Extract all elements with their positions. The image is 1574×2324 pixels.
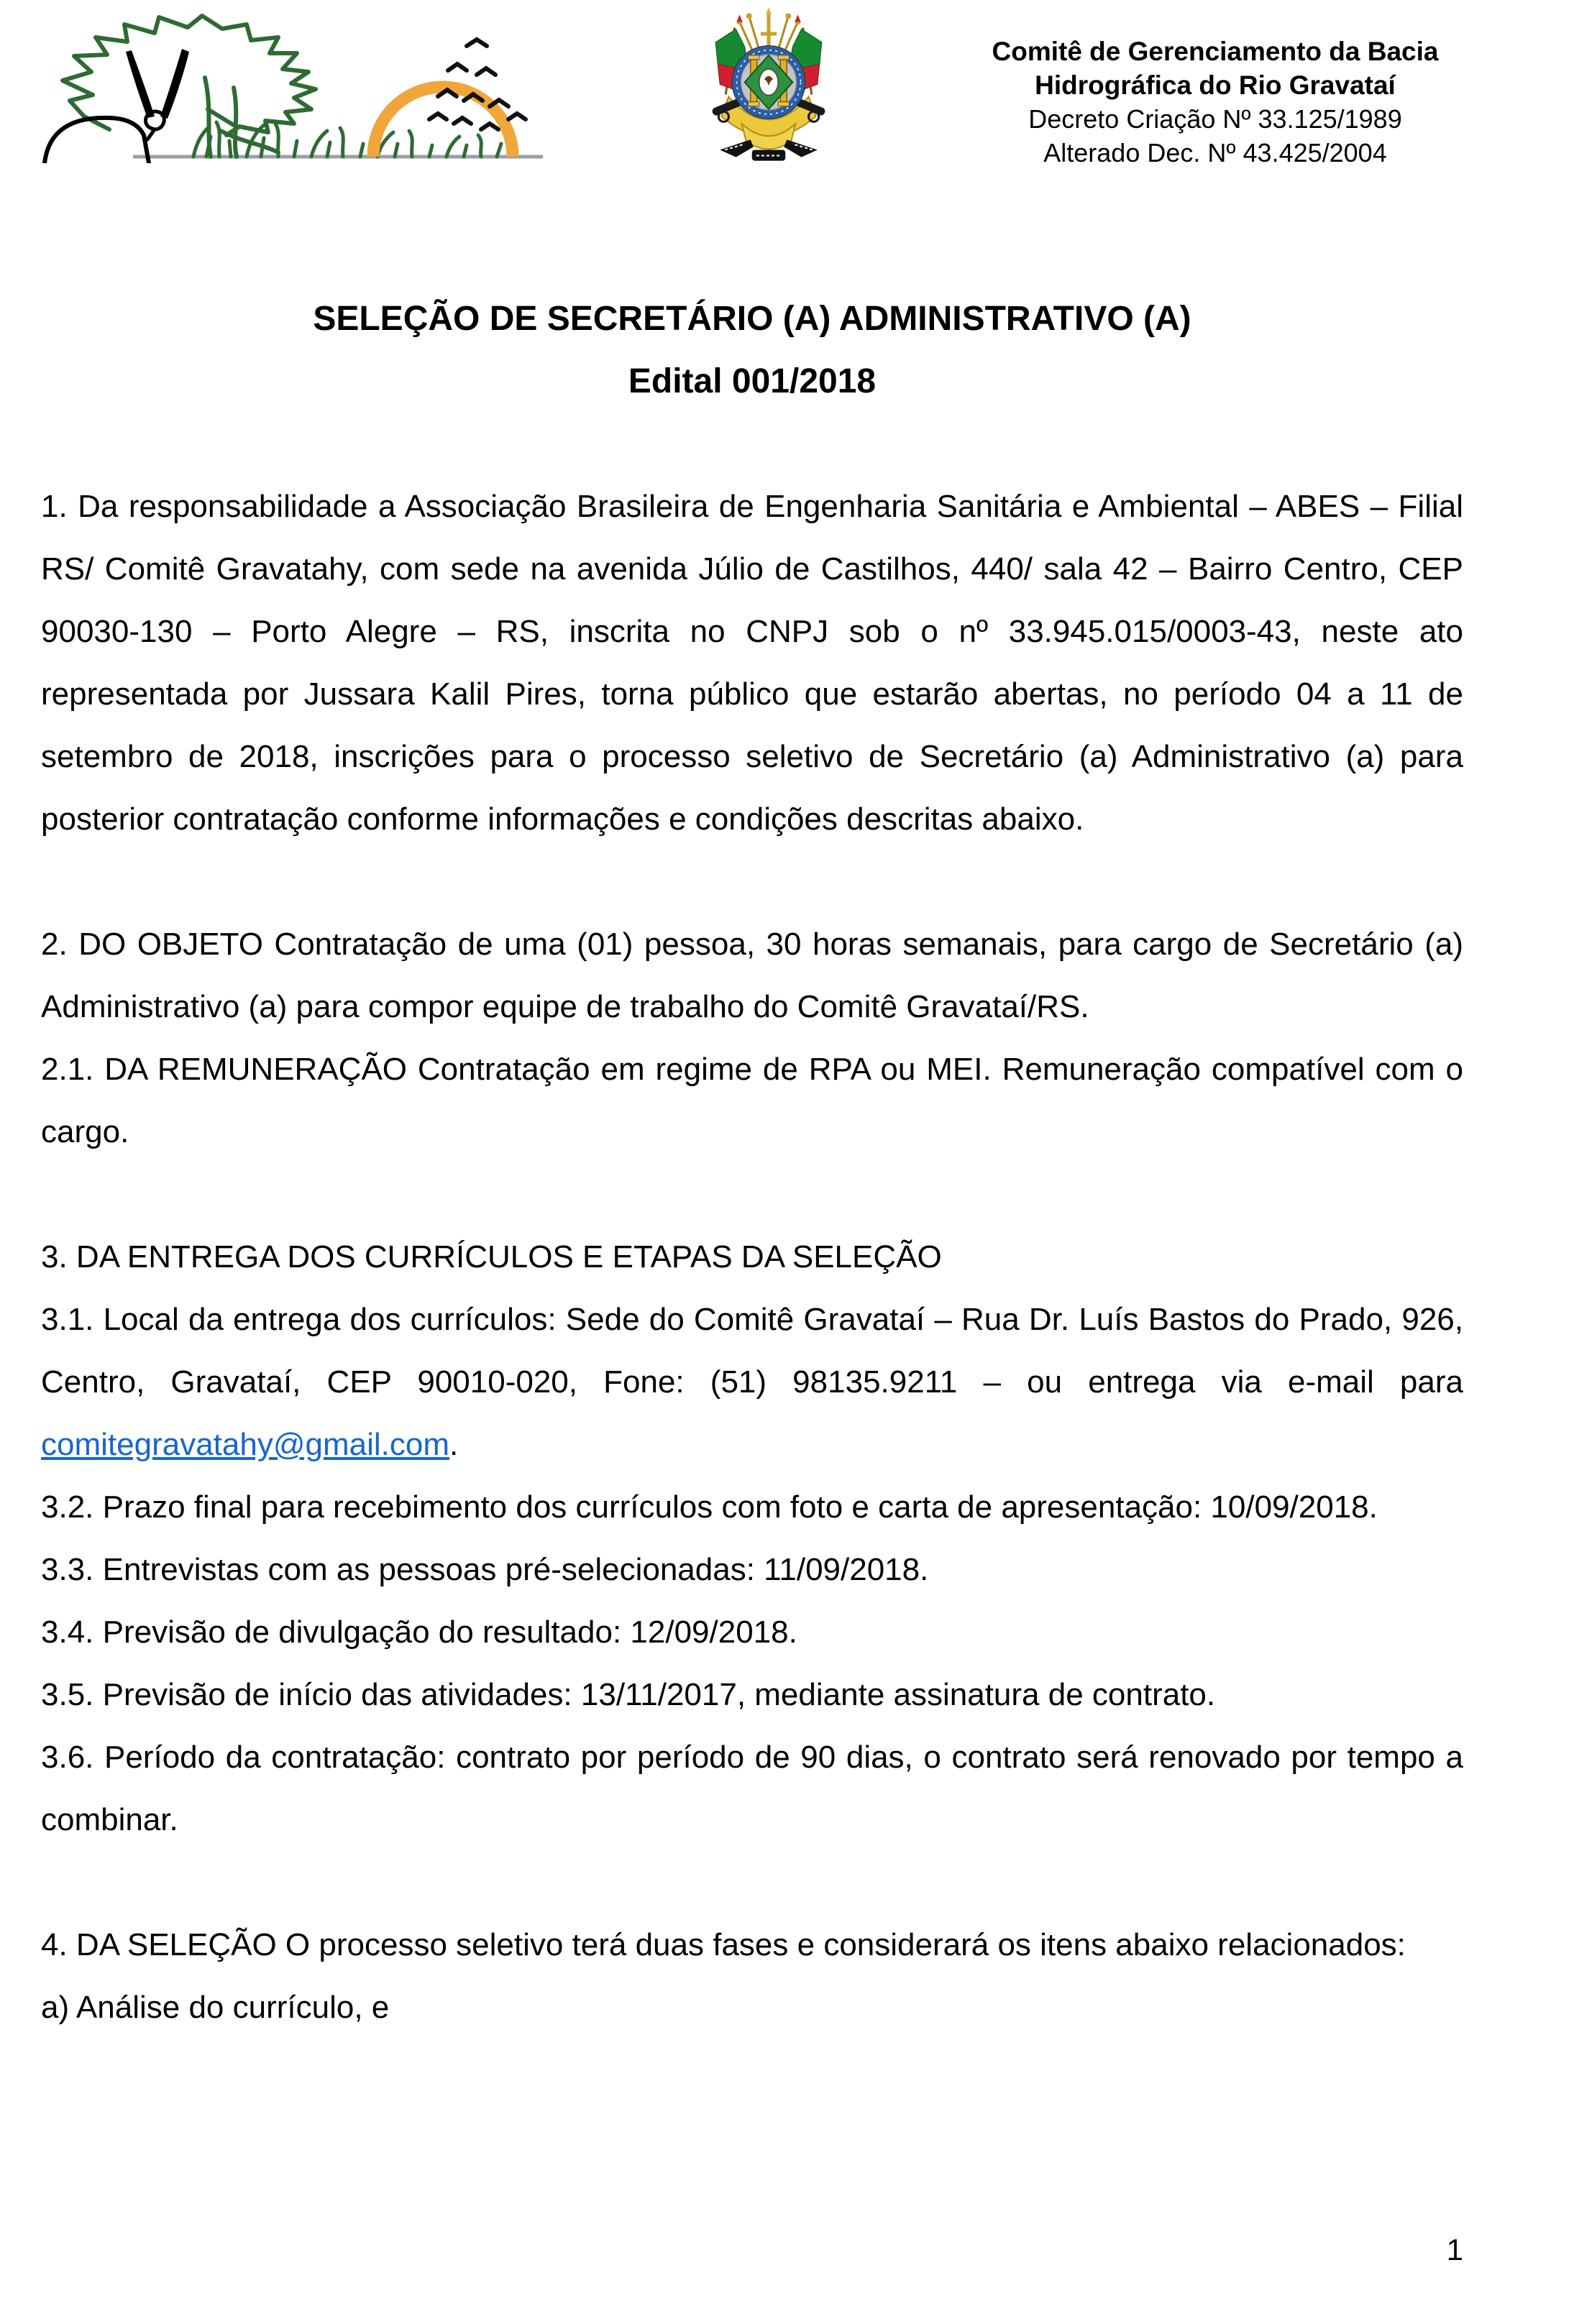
section-3-heading: 3. DA ENTREGA DOS CURRÍCULOS E ETAPAS DA SELEÇÃO [41,1239,942,1274]
paragraph-2: 2. DO OBJETO Contratação de uma (01) pessoa, 30 horas semanais, para cargo de Secretário (a) Administrativo (a) para compor equipe de trabalho do Comitê Gravataí/RS. [41,927,1463,1024]
paragraph-3-1-period: . [449,1427,459,1462]
sun-icon [373,87,513,157]
decree-line2: Alterado Dec. Nº 43.425/2004 [1043,138,1387,167]
email-link[interactable]: comitegravatahy@gmail.com [41,1427,449,1462]
paragraph-4-a: a) Análise do currículo, e [41,1990,390,2025]
section-4 [41,1914,1463,2039]
header-text [978,35,1452,170]
deer-head-icon [146,111,165,139]
rio-grande-do-sul-coat-of-arms-icon [707,6,831,177]
column-left-base [749,102,759,106]
document-title [41,288,1463,413]
paragraph-3-1-text: 3.1. Local da entrega dos currículos: Sede do Comitê Gravataí – Rua Dr. Luís Bastos do Prado, 926, Centro, Gravataí, CEP 90010-020, Fone: (51) 98135.9211 – ou entrega via e-mail para [41,1302,1463,1400]
section-3 [41,1226,1463,1851]
deer-antler-left-icon [126,50,155,118]
paragraph-3-4: 3.4. Previsão de divulgação do resultado: 12/09/2018. [41,1615,797,1650]
paragraph-3-2: 3.2. Prazo final para recebimento dos currículos com foto e carta de apresentação: 10/09/2018. [41,1489,1378,1525]
paragraph-3-6: 3.6. Período da contratação: contrato por período de 90 dias, o contrato será renovado por tempo a combinar. [41,1740,1463,1837]
paragraph-2-1: 2.1. DA REMUNERAÇÃO Contratação em regime de RPA ou MEI. Remuneração compatível com o cargo. [41,1052,1463,1149]
decree-line1: Decreto Criação Nº 33.125/1989 [1028,104,1402,134]
deer-antler-right-icon [160,49,189,119]
column-left-capital [749,55,759,60]
paragraph-4: 4. DA SELEÇÃO O processo seletivo terá duas fases e considerará os itens abaixo relacionados: [41,1927,1406,1962]
page-number: 1 [1446,2233,1463,2266]
gravatai-committee-logo-icon [41,9,544,163]
tree-trunk-icon [205,78,278,157]
column-right-capital [778,55,789,60]
paragraph-1: 1. Da responsabilidade a Associação Brasileira de Engenharia Sanitária e Ambiental – ABES – Filial RS/ Comitê Gravatahy, com sede na avenida Júlio de Castilhos, 440/ sala 42 – Bairro Centro, CEP 90030-130 – Porto Alegre – RS, inscrita no CNPJ sob o nº 33.945.015/0003-43, neste ato representada por Jussara Kalil Pires, torna público que estarão abertas, no período 04 a 11 de setembro de 2018, inscrições para o processo seletivo de Secretário (a) Administrativo (a) para posterior contratação conforme informações e condições descritas abaixo. [41,489,1463,837]
document-header [0,0,1574,176]
column-right-base [778,102,789,106]
paragraph-3-5: 3.5. Previsão de início das atividades: 13/11/2017, mediante assinatura de contrato. [41,1677,1216,1712]
org-name-line2: Hidrográfica do Rio Gravataí [1035,70,1396,100]
org-name-line1: Comitê de Gerenciamento da Bacia [992,37,1439,66]
title-line2: Edital 001/2018 [628,362,877,400]
section-2 [41,913,1463,1163]
title-line1: SELEÇÃO DE SECRETÁRIO (A) ADMINISTRATIVO (A) [313,300,1191,338]
paragraph-3-1 [41,1288,1463,1476]
paragraph-3-3: 3.3. Entrevistas com as pessoas pré-selecionadas: 11/09/2018. [41,1552,929,1587]
